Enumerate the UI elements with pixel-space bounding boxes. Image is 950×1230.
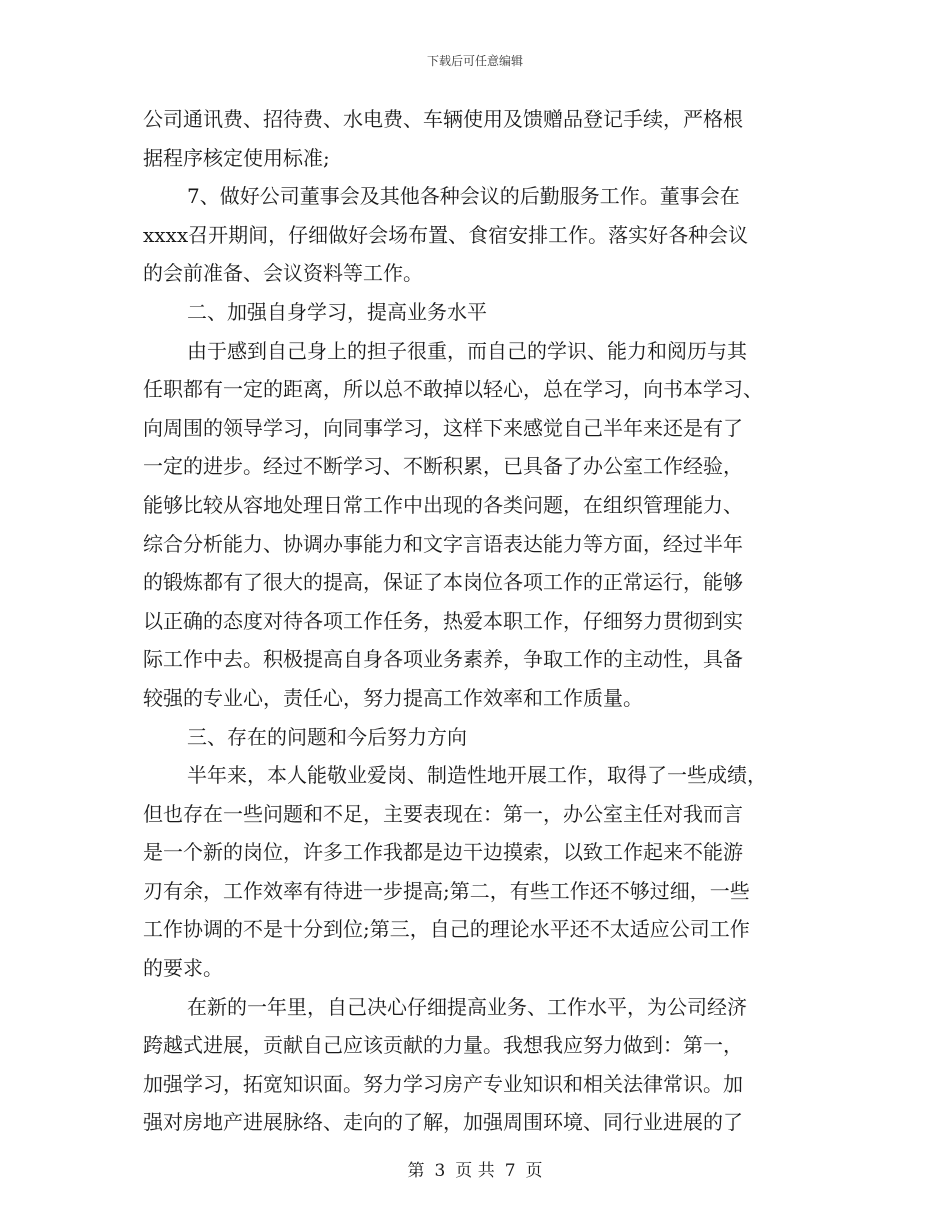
text-line: 能够比较从容地处理日常工作中出现的各类问题，在组织管理能力、 bbox=[143, 492, 743, 517]
text-line: 工作协调的不是十分到位;第三，自己的理论水平还不太适应公司工作 bbox=[143, 917, 750, 942]
text-line: 在新的一年里，自己决心仔细提高业务、工作水平，为公司经济 bbox=[187, 994, 747, 1019]
text-line: 的锻炼都有了很大的提高，保证了本岗位各项工作的正常运行，能够 bbox=[143, 570, 743, 595]
text-line: 综合分析能力、协调办事能力和文字言语表达能力等方面，经过半年 bbox=[143, 531, 743, 556]
text-line: 是一个新的岗位，许多工作我都是边干边摸索，以致工作起来不能游 bbox=[143, 840, 743, 865]
footer-prefix: 第 bbox=[407, 1161, 425, 1181]
text-line: 7、做好公司董事会及其他各种会议的后勤服务工作。董事会在 bbox=[187, 184, 740, 209]
footer-suffix: 页 bbox=[525, 1161, 543, 1181]
text-line: 一定的进步。经过不断学习、不断积累，已具备了办公室工作经验， bbox=[143, 454, 743, 479]
text-line: 以正确的态度对待各项工作任务，热爱本职工作，仔细努力贯彻到实 bbox=[143, 608, 743, 633]
text-line: 的会前准备、会议资料等工作。 bbox=[143, 261, 423, 286]
text-line: 半年来，本人能敬业爱岗、制造性地开展工作，取得了一些成绩， bbox=[187, 763, 767, 788]
text-line: 的要求。 bbox=[143, 956, 223, 981]
text-line: 际工作中去。积极提高自身各项业务素养，争取工作的主动性，具备 bbox=[143, 647, 743, 672]
text-line: 公司通讯费、招待费、水电费、车辆使用及馈赠品登记手续，严格根 bbox=[143, 107, 743, 131]
text-line: 据程序核定使用标准; bbox=[143, 145, 330, 170]
page-footer bbox=[0, 1156, 950, 1181]
text-line: 由于感到自己身上的担子很重，而自己的学识、能力和阅历与其 bbox=[187, 338, 747, 363]
total-page-count: 7 bbox=[504, 1161, 516, 1181]
text-line: 二、加强自身学习，提高业务水平 bbox=[187, 299, 487, 324]
current-page-number: 3 bbox=[434, 1161, 446, 1181]
document-body bbox=[143, 100, 808, 1142]
text-line: 但也存在一些问题和不足，主要表现在：第一，办公室主任对我而言 bbox=[143, 801, 743, 826]
text-line: 较强的专业心，责任心，努力提高工作效率和工作质量。 bbox=[143, 685, 643, 710]
text-line: xxxx召开期间，仔细做好会场布置、食宿安排工作。落实好各种会议 bbox=[143, 222, 749, 247]
text-line: 三、存在的问题和今后努力方向 bbox=[187, 724, 467, 749]
page-header: 下载后可任意编辑 bbox=[426, 54, 523, 68]
footer-middle: 页 共 bbox=[455, 1161, 495, 1181]
text-line: 刃有余，工作效率有待进一步提高;第二，有些工作还不够过细，一些 bbox=[143, 878, 750, 903]
text-line: 向周围的领导学习，向同事学习，这样下来感觉自己半年来还是有了 bbox=[143, 415, 743, 440]
text-line: 强对房地产进展脉络、走向的了解，加强周围环境、同行业进展的了 bbox=[143, 1110, 743, 1135]
text-line: 任职都有一定的距离，所以总不敢掉以轻心，总在学习，向书本学习、 bbox=[143, 377, 763, 402]
text-line: 跨越式进展，贡献自己应该贡献的力量。我想我应努力做到：第一， bbox=[143, 1033, 743, 1058]
text-line: 加强学习，拓宽知识面。努力学习房产专业知识和相关法律常识。加 bbox=[143, 1071, 743, 1096]
